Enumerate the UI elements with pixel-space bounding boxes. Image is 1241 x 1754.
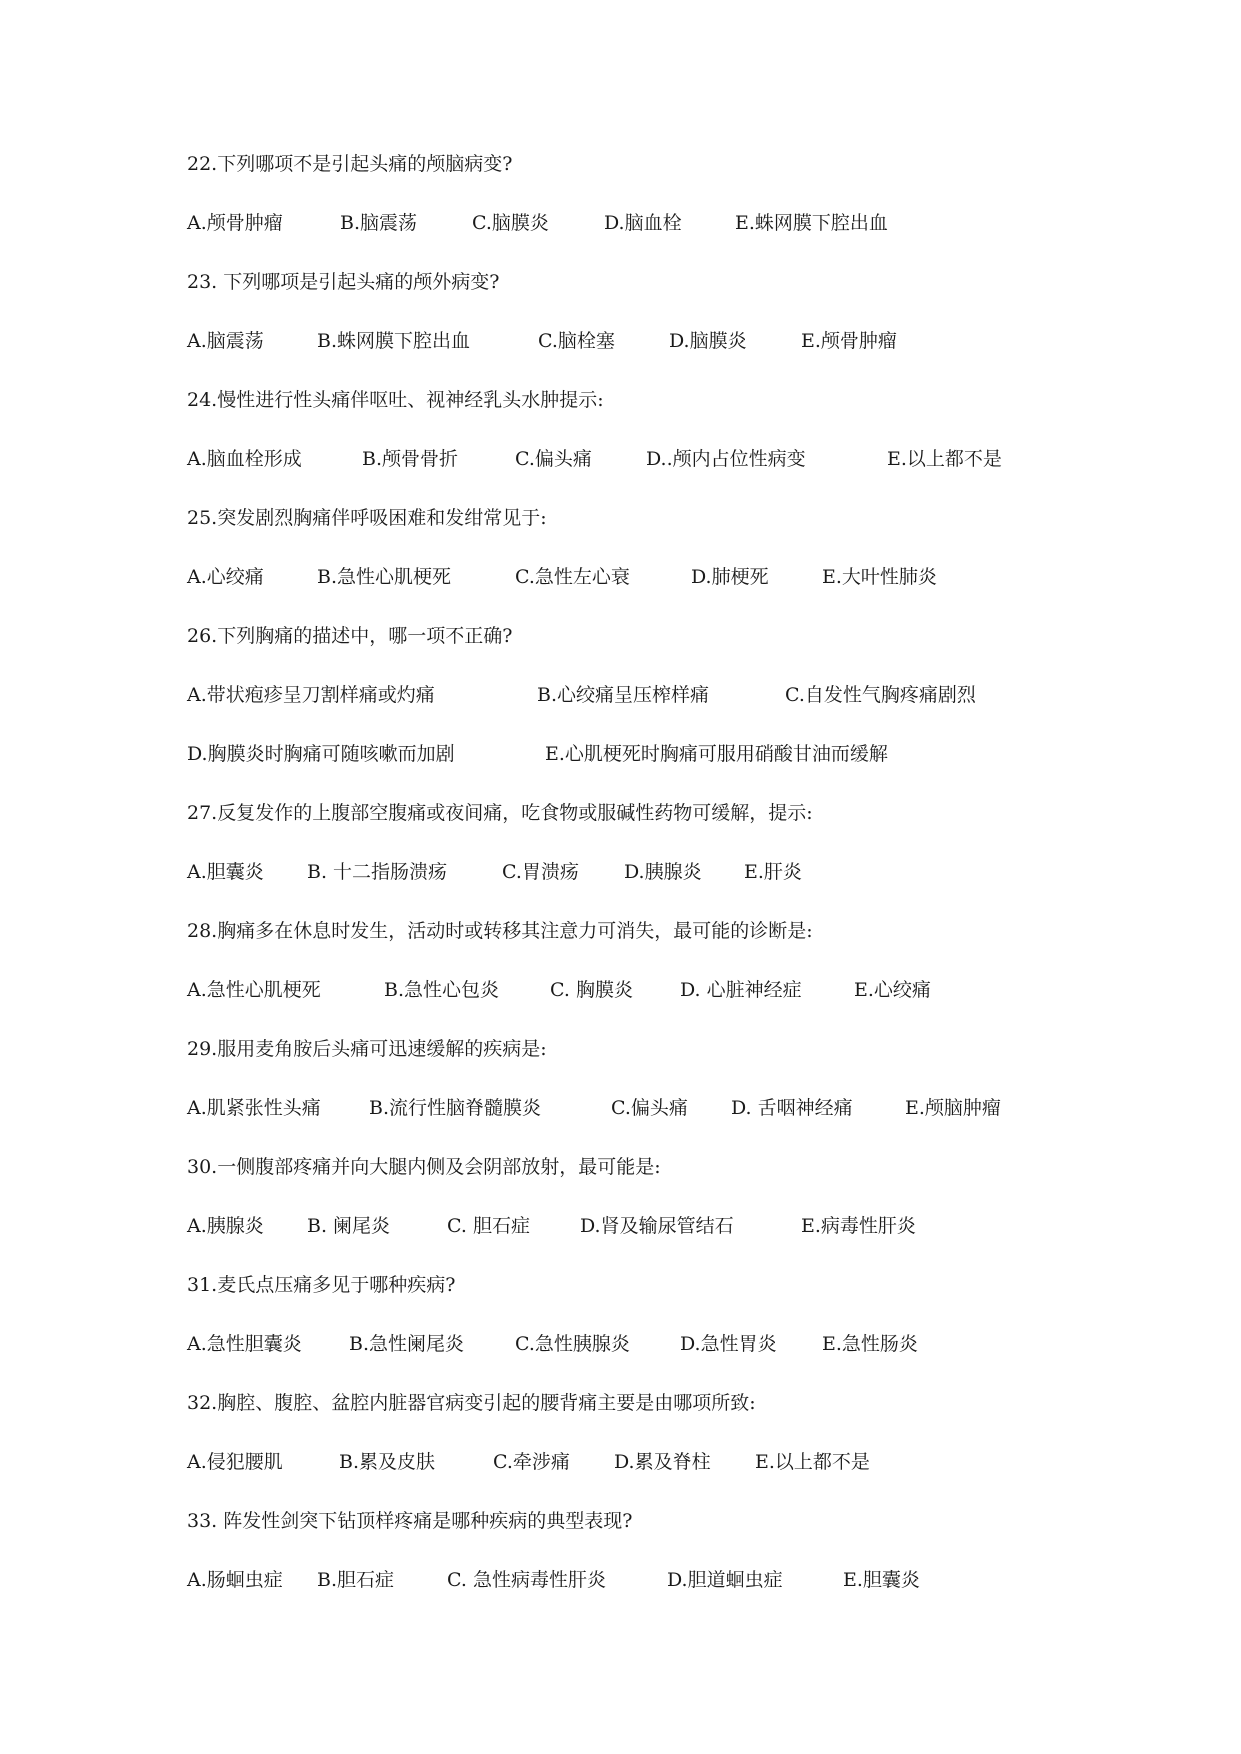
option-a: A.肠蛔虫症 <box>187 1569 283 1591</box>
question-25-stem: 25.突发剧烈胸痛伴呼吸困难和发绀常见于: <box>187 507 547 529</box>
option-b: B.颅骨骨折 <box>362 448 459 470</box>
option-b: B.累及皮肤 <box>339 1451 436 1473</box>
option-d: D.累及脊柱 <box>614 1451 711 1473</box>
option-e: E.蛛网膜下腔出血 <box>735 212 888 234</box>
option-e: E.以上都不是 <box>887 448 1002 470</box>
option-a: A.肌紧张性头痛 <box>187 1097 321 1119</box>
option-a: A.心绞痛 <box>187 566 264 588</box>
option-d: D.脑血栓 <box>604 212 682 234</box>
option-d: D.肾及输尿管结石 <box>580 1215 734 1237</box>
option-b: B.脑震荡 <box>340 212 418 234</box>
option-a: A.带状疱疹呈刀割样痛或灼痛 <box>187 684 435 706</box>
option-d: D.脑膜炎 <box>669 330 747 352</box>
question-26-stem: 26.下列胸痛的描述中，哪一项不正确? <box>187 625 513 647</box>
option-b: B. 阑尾炎 <box>307 1215 391 1237</box>
option-e: E.急性肠炎 <box>822 1333 918 1355</box>
option-b: B.急性阑尾炎 <box>349 1333 465 1355</box>
option-c: C.胃溃疡 <box>502 861 579 883</box>
option-b: B.流行性脑脊髓膜炎 <box>369 1097 542 1119</box>
question-33-stem: 33. 阵发性剑突下钻顶样疼痛是哪种疾病的典型表现? <box>187 1510 633 1532</box>
question-24-stem: 24.慢性进行性头痛伴呕吐、视神经乳头水肿提示: <box>187 389 604 411</box>
question-32-stem: 32.胸腔、腹腔、盆腔内脏器官病变引起的腰背痛主要是由哪项所致: <box>187 1392 756 1414</box>
option-d: D.胸膜炎时胸痛可随咳嗽而加剧 <box>187 743 455 765</box>
option-c: C.牵涉痛 <box>493 1451 570 1473</box>
option-a: A.胰腺炎 <box>187 1215 264 1237</box>
option-d: D.胆道蛔虫症 <box>667 1569 783 1591</box>
option-e: E.大叶性肺炎 <box>822 566 937 588</box>
option-a: A.胆囊炎 <box>187 861 264 883</box>
option-b: B.急性心包炎 <box>384 979 500 1001</box>
option-b: B.心绞痛呈压榨样痛 <box>537 684 710 706</box>
option-c: C.脑栓塞 <box>538 330 615 352</box>
option-e: E.心肌梗死时胸痛可服用硝酸甘油而缓解 <box>545 743 888 765</box>
option-a: A.急性胆囊炎 <box>187 1333 302 1355</box>
question-31-stem: 31.麦氏点压痛多见于哪种疾病? <box>187 1274 456 1296</box>
option-c: C.偏头痛 <box>515 448 592 470</box>
option-a: A.急性心肌梗死 <box>187 979 321 1001</box>
option-e: E.病毒性肝炎 <box>801 1215 916 1237</box>
option-c: C. 胆石症 <box>447 1215 530 1237</box>
option-c: C.脑膜炎 <box>472 212 549 234</box>
option-c: C.自发性气胸疼痛剧烈 <box>785 684 976 706</box>
option-a: A.侵犯腰肌 <box>187 1451 283 1473</box>
option-e: E.心绞痛 <box>854 979 931 1001</box>
option-d: D..颅内占位性病变 <box>646 448 806 470</box>
option-e: E.胆囊炎 <box>843 1569 920 1591</box>
question-29-stem: 29.服用麦角胺后头痛可迅速缓解的疾病是: <box>187 1038 547 1060</box>
option-b: B.胆石症 <box>317 1569 395 1591</box>
option-a: A.脑血栓形成 <box>187 448 302 470</box>
option-c: C.偏头痛 <box>611 1097 688 1119</box>
option-e: E.颅脑肿瘤 <box>905 1097 1001 1119</box>
option-e: E.以上都不是 <box>755 1451 870 1473</box>
option-c: C. 急性病毒性肝炎 <box>447 1569 606 1591</box>
option-d: D.肺梗死 <box>691 566 769 588</box>
question-30-stem: 30.一侧腹部疼痛并向大腿内侧及会阴部放射，最可能是: <box>187 1156 661 1178</box>
option-d: D.胰腺炎 <box>624 861 702 883</box>
option-c: C.急性胰腺炎 <box>515 1333 630 1355</box>
option-b: B.急性心肌梗死 <box>317 566 452 588</box>
option-a: A.颅骨肿瘤 <box>187 212 283 234</box>
option-e: E.肝炎 <box>744 861 802 883</box>
question-28-stem: 28.胸痛多在休息时发生，活动时或转移其注意力可消失，最可能的诊断是: <box>187 920 813 942</box>
option-d: D. 舌咽神经痛 <box>731 1097 853 1119</box>
question-22-stem: 22.下列哪项不是引起头痛的颅脑病变? <box>187 153 513 175</box>
option-d: D.急性胃炎 <box>680 1333 777 1355</box>
question-27-stem: 27.反复发作的上腹部空腹痛或夜间痛，吃食物或服碱性药物可缓解，提示: <box>187 802 813 824</box>
option-d: D. 心脏神经症 <box>680 979 802 1001</box>
option-a: A.脑震荡 <box>187 330 264 352</box>
option-b: B.蛛网膜下腔出血 <box>317 330 471 352</box>
question-23-stem: 23. 下列哪项是引起头痛的颅外病变? <box>187 271 500 293</box>
option-e: E.颅骨肿瘤 <box>801 330 897 352</box>
option-b: B. 十二指肠溃疡 <box>307 861 448 883</box>
option-c: C. 胸膜炎 <box>550 979 633 1001</box>
option-c: C.急性左心衰 <box>515 566 630 588</box>
